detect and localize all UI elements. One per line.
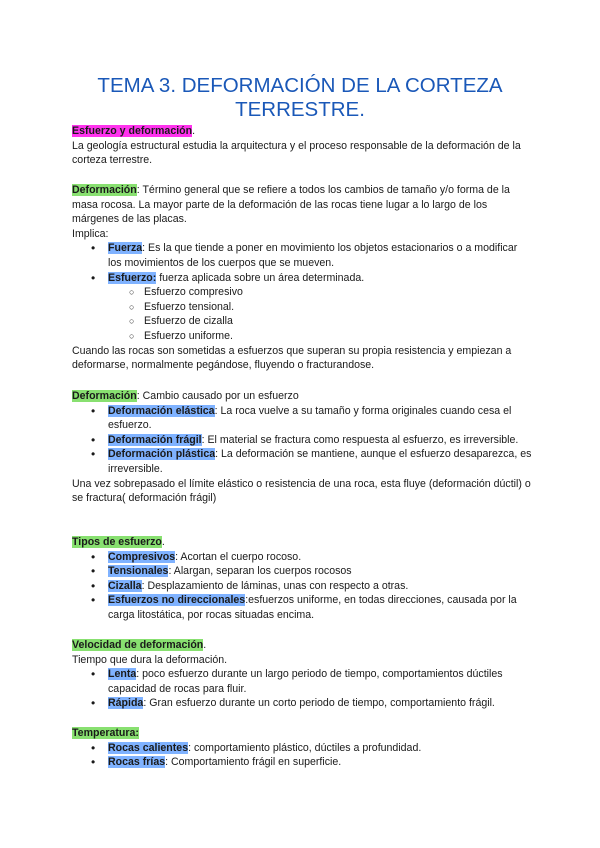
term-highlight: Deformación plástica <box>108 448 216 461</box>
section-tipos-esfuerzo <box>72 535 532 623</box>
bullet-list <box>72 667 532 711</box>
list-item <box>72 593 532 622</box>
list-item <box>72 550 532 565</box>
paragraph: Cuando las rocas son sometidas a esfuerzos que superan su propia resistencia y empiezan a deformarse, normalmente pegándose, fluyendo o fracturandose. <box>72 344 512 372</box>
item-text: : comportamiento plástico, dúctiles a profundidad. <box>188 741 422 754</box>
term-highlight: Deformación frágil <box>108 433 202 446</box>
heading-highlight: Temperatura: <box>72 727 139 739</box>
term-highlight: Rocas frías <box>108 756 166 769</box>
paragraph-text: : Cambio causado por un esfuerzo <box>136 390 299 402</box>
paragraph: La geología estructural estudia la arquitectura y el proceso responsable de la deformación de la corteza terrestre. <box>72 139 521 167</box>
list-item <box>72 696 532 711</box>
paragraph: Implica: <box>72 227 109 240</box>
bullet-list <box>72 741 532 770</box>
bullet-list <box>72 404 532 477</box>
bullet-list <box>72 241 532 285</box>
sub-list-item: ○ Esfuerzo tensional. <box>72 300 532 315</box>
heading-highlight: Tipos de esfuerzo <box>72 536 162 548</box>
list-item <box>72 667 532 696</box>
heading-highlight: Esfuerzo y deformación <box>72 125 193 137</box>
list-item <box>72 433 532 448</box>
list-item <box>72 241 532 270</box>
heading-tail: . <box>192 125 196 137</box>
heading-tail: . <box>203 639 207 651</box>
list-item <box>72 741 532 756</box>
list-item <box>72 404 532 433</box>
paragraph <box>72 183 532 227</box>
section-velocidad-deformacion <box>72 638 532 711</box>
sub-bullet-list <box>72 285 532 343</box>
list-item <box>72 564 532 579</box>
term-highlight: Rápida <box>108 697 144 710</box>
sub-list-item: ○ Esfuerzo uniforme. <box>72 329 532 344</box>
section-heading <box>72 638 532 653</box>
item-text: : Comportamiento frágil en superficie. <box>165 756 342 769</box>
item-text: : Alargan, separan los cuerpos rocosos <box>168 565 352 578</box>
section-deformacion-general <box>72 183 532 373</box>
paragraph: Una vez sobrepasado el límite elástico o resistencia de una roca, esta fluye (deformación dúctil) o se fractura( deformación frágil) <box>72 477 531 505</box>
term-highlight: Tensionales <box>108 565 169 578</box>
page-title: TEMA 3. DEFORMACIÓN DE LA CORTEZA TERRESTRE. <box>97 74 503 121</box>
term-highlight: Deformación elástica <box>108 404 215 417</box>
heading-highlight: Velocidad de deformación <box>72 639 204 651</box>
term-highlight: Cizalla <box>108 579 142 592</box>
paragraph <box>72 389 532 404</box>
item-text: : Gran esfuerzo durante un corto periodo de tiempo, comportamiento frágil. <box>143 697 495 710</box>
term-highlight: Compresivos <box>108 550 176 563</box>
list-item <box>72 579 532 594</box>
term-highlight: Esfuerzos no direccionales <box>108 594 246 607</box>
item-text: : La deformación se mantiene, aunque el esfuerzo desaparezca, es irreversible. <box>108 448 532 475</box>
item-text: : Desplazamiento de láminas, unas con respecto a otras. <box>141 579 409 592</box>
heading-tail: . <box>161 536 165 548</box>
section-heading <box>72 726 532 741</box>
item-text: : El material se fractura como respuesta al esfuerzo, es irreversible. <box>201 433 519 446</box>
term-highlight: Esfuerzo: <box>108 271 157 284</box>
sub-list-item: ○ Esfuerzo compresivo <box>72 285 532 300</box>
term-highlight: Lenta <box>108 668 137 681</box>
list-item <box>72 755 532 770</box>
item-text: : poco esfuerzo durante un largo periodo de tiempo, comportamientos dúctiles capacidad de rocas para fluir. <box>108 668 503 695</box>
sub-list-item: ○ Esfuerzo de cizalla <box>72 314 532 329</box>
list-item <box>72 271 532 286</box>
section-deformacion-tipos <box>72 389 532 506</box>
term-highlight: Deformación <box>72 390 137 402</box>
term-highlight: Deformación <box>72 184 137 196</box>
section-heading <box>72 535 532 550</box>
paragraph: Tiempo que dura la deformación. <box>72 653 228 666</box>
paragraph-text: : Término general que se refiere a todos los cambios de tamaño y/o forma de la masa rocosa. La mayor parte de la deformación de las rocas tiene lugar a lo largo de los márgenes de las placas. <box>72 184 510 226</box>
term-highlight: Fuerza <box>108 242 143 255</box>
term-highlight: Rocas calientes <box>108 741 189 754</box>
item-text: : La roca vuelve a su tamaño y forma originales cuando cesa el esfuerzo. <box>108 404 512 432</box>
item-text: fuerza aplicada sobre un área determinada. <box>156 271 365 284</box>
item-text: :esfuerzos uniforme, en todas direcciones, causada por la carga litostática, por rocas situadas encima. <box>108 594 517 621</box>
section-heading <box>72 124 532 139</box>
bullet-list <box>72 550 532 623</box>
item-text: : Es la que tiende a poner en movimiento los objetos estacionarios o a modificar los movimientos de los cuerpos que se mueven. <box>108 242 518 269</box>
section-esfuerzo-deformacion <box>72 124 532 168</box>
section-temperatura <box>72 726 532 770</box>
item-text: : Acortan el cuerpo rocoso. <box>175 550 302 563</box>
list-item <box>72 447 532 476</box>
